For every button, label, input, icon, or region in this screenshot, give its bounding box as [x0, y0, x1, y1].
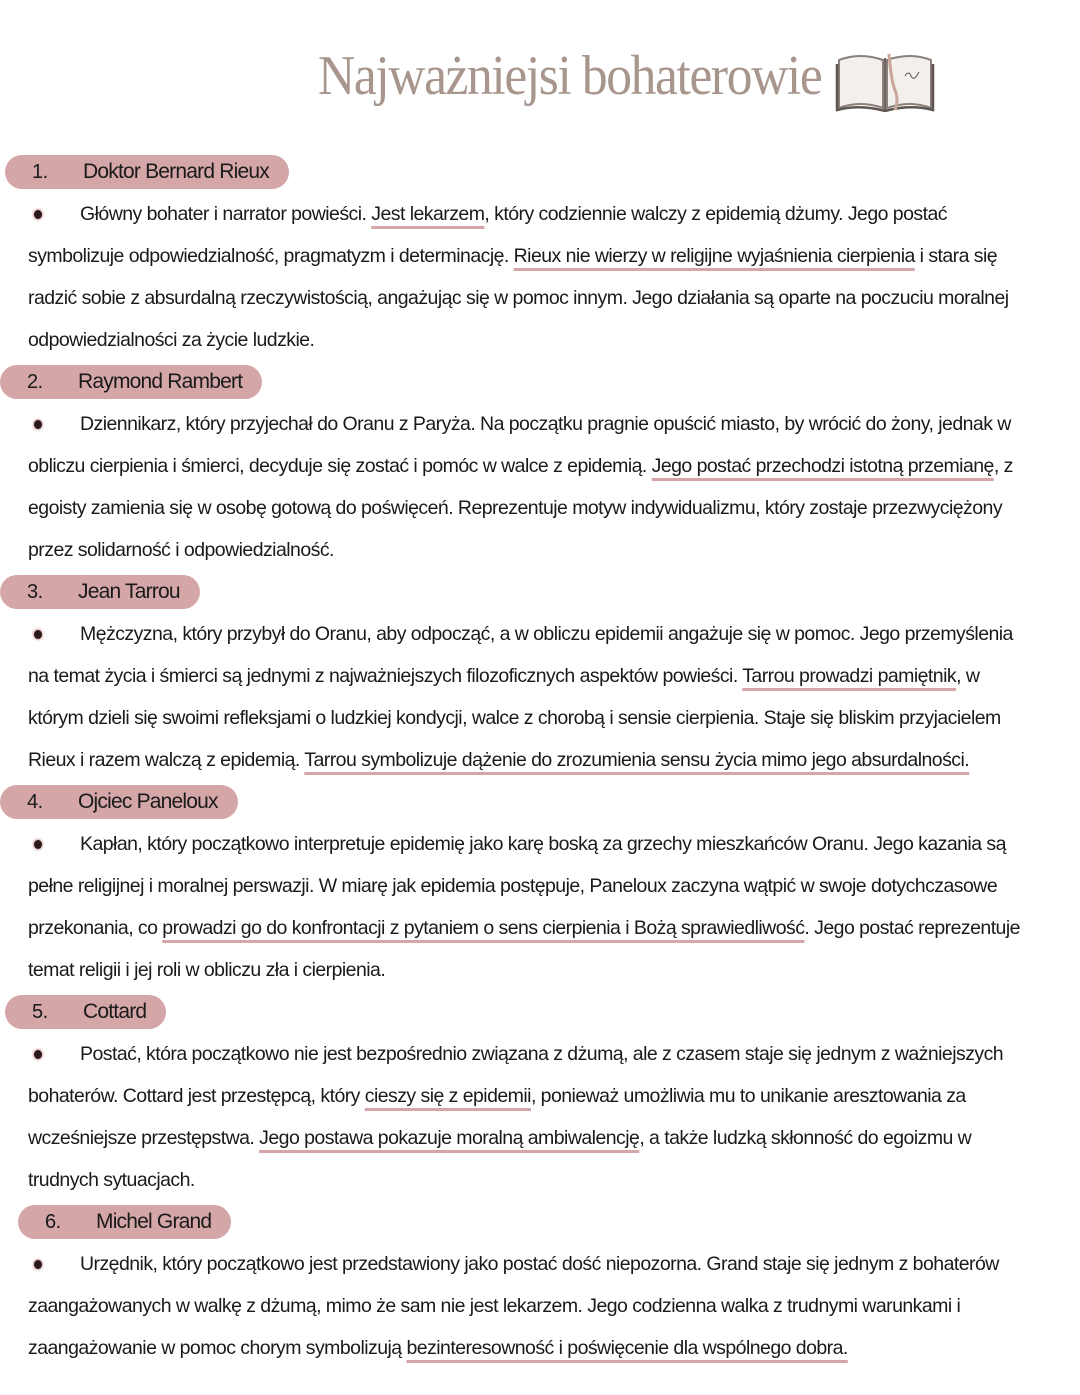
text: przekonania, co [28, 917, 163, 939]
paragraph-line [0, 907, 1080, 949]
highlighted-text: Rieux nie wierzy w religijne wyjaśnienia cierpienia [513, 245, 915, 267]
text: obliczu cierpienia i śmierci, decyduje się zostać i pomóc w walce z epidemią. [28, 455, 652, 477]
paragraph-line [0, 487, 1080, 529]
character-section [0, 781, 1080, 991]
character-heading [0, 571, 1080, 613]
bullet-icon [34, 420, 42, 429]
character-section [0, 1201, 1080, 1369]
character-section [0, 571, 1080, 781]
character-name: Raymond Rambert [78, 370, 243, 393]
text: Główny bohater i narrator powieści. [80, 203, 372, 225]
paragraph-line [0, 277, 1080, 319]
paragraph-line [0, 613, 1080, 655]
text: na temat życia i śmierci są jednymi z najważniejszych filozoficznych aspektów powieści. [28, 665, 743, 687]
text: Dziennikarz, który przyjechał do Oranu z Paryża. Na początku pragnie opuścić miasto, by wrócić do żony, jednak w [80, 413, 1011, 435]
highlighted-text: Jest lekarzem [371, 203, 485, 225]
paragraph-line [0, 235, 1080, 277]
paragraph-line [0, 823, 1080, 865]
paragraph-line [0, 445, 1080, 487]
paragraph-line [0, 1033, 1080, 1075]
paragraph-line [0, 1159, 1080, 1201]
text: . Jego postać reprezentuje [804, 917, 1020, 939]
text: Kapłan, który początkowo interpretuje epidemię jako karę boską za grzechy mieszkańców Oranu. Jego kazania są [80, 833, 1006, 855]
character-heading [0, 361, 1080, 403]
page-title: Najważniejsi bohaterowie [318, 45, 822, 107]
character-name: Ojciec Paneloux [78, 790, 218, 813]
highlighted-text: Jego postać przechodzi istotną przemianę [651, 455, 994, 477]
heading-pill [0, 575, 200, 609]
bullet-icon [34, 840, 42, 849]
text: bohaterów. Cottard jest przestępcą, który [28, 1085, 365, 1107]
text: odpowiedzialności za życie ludzkie. [28, 329, 315, 351]
text: Rieux i razem walczą z epidemią. [28, 749, 305, 771]
paragraph-line [0, 403, 1080, 445]
highlighted-text: prowadzi go do konfrontacji z pytaniem o sens cierpienia i Bożą sprawiedliwość [162, 917, 805, 939]
bullet-icon [34, 1260, 42, 1269]
character-name: Cottard [83, 1000, 147, 1023]
highlighted-text: bezinteresowność i poświęcenie dla wspólnego dobra. [406, 1337, 848, 1359]
text: trudnych sytuacjach. [28, 1169, 195, 1191]
character-heading [0, 1201, 1080, 1243]
paragraph-line [0, 739, 1080, 781]
character-name: Jean Tarrou [78, 580, 180, 603]
page-header [318, 36, 935, 116]
character-heading [0, 781, 1080, 823]
heading-pill [0, 365, 262, 399]
paragraph-line [0, 1243, 1080, 1285]
text: symbolizuje odpowiedzialność, pragmatyzm i determinację. [28, 245, 514, 267]
bullet-icon [34, 630, 42, 639]
character-heading [0, 991, 1080, 1033]
paragraph-line [0, 193, 1080, 235]
bullet-icon [34, 1050, 42, 1059]
paragraph-line [0, 1117, 1080, 1159]
paragraph-line [0, 319, 1080, 361]
paragraph-line [0, 697, 1080, 739]
paragraph-line [0, 1327, 1080, 1369]
character-section [0, 151, 1080, 361]
characters-list [0, 151, 1080, 1369]
text: , ponieważ umożliwia mu to unikanie aresztowania za [530, 1085, 966, 1107]
heading-pill [5, 155, 289, 189]
open-book-icon [835, 50, 935, 112]
heading-pill [5, 995, 166, 1029]
text: zaangażowanych w walkę z dżumą, mimo że sam nie jest lekarzem. Jego codzienna walka z trudnymi warunkami i [28, 1295, 961, 1317]
text: radzić sobie z absurdalną rzeczywistością, angażując się w pomoc innym. Jego działania są oparte na poczuciu moralnej [28, 287, 1009, 309]
bullet-icon [34, 210, 42, 219]
highlighted-text: Tarrou prowadzi pamiętnik [742, 665, 957, 687]
text: pełne religijnej i moralnej perswazji. W miarę jak epidemia postępuje, Paneloux zaczyna wątpić w swoje dotychczasowe [28, 875, 998, 897]
paragraph-line [0, 529, 1080, 571]
heading-pill [0, 785, 238, 819]
paragraph-line [0, 949, 1080, 991]
character-name: Michel Grand [96, 1210, 212, 1233]
heading-number: 3. [27, 580, 43, 603]
text: egoisty zamienia się w osobę gotową do poświęceń. Reprezentuje motyw indywidualizmu, który zostaje przezwyciężony [28, 497, 1003, 519]
heading-pill [18, 1205, 231, 1239]
character-name: Doktor Bernard Rieux [83, 160, 269, 183]
text: , a także ludzką skłonność do egoizmu w [639, 1127, 972, 1149]
text: i stara się [914, 245, 998, 267]
heading-number: 1. [32, 160, 48, 183]
text: , w [956, 665, 980, 687]
paragraph-line [0, 865, 1080, 907]
highlighted-text: Tarrou symbolizuje dążenie do zrozumienia sensu życia mimo jego absurdalności. [304, 749, 970, 771]
highlighted-text: cieszy się z epidemii [364, 1085, 531, 1107]
text: którym dzieli się swoimi refleksjami o ludzkiej kondycji, walce z chorobą i sensie cierpienia. Staje się bliskim przyjacielem [28, 707, 1001, 729]
heading-number: 5. [32, 1000, 48, 1023]
text: , który codziennie walczy z epidemią dżumy. Jego postać [484, 203, 947, 225]
text: , z [993, 455, 1013, 477]
text: Postać, która początkowo nie jest bezpośrednio związana z dżumą, ale z czasem staje się jednym z ważniejszych [80, 1043, 1004, 1065]
text: Urzędnik, który początkowo jest przedstawiony jako postać dość niepozorna. Grand staje się jednym z bohaterów [80, 1253, 999, 1275]
highlighted-text: Jego postawa pokazuje moralną ambiwalencję [259, 1127, 640, 1149]
paragraph-line [0, 1285, 1080, 1327]
character-section [0, 991, 1080, 1201]
text: przez solidarność i odpowiedzialność. [28, 539, 334, 561]
heading-number: 4. [27, 790, 43, 813]
heading-number: 6. [45, 1210, 61, 1233]
paragraph-line [0, 1075, 1080, 1117]
character-heading [0, 151, 1080, 193]
character-section [0, 361, 1080, 571]
text: temat religii i jej roli w obliczu zła i cierpienia. [28, 959, 386, 981]
paragraph-line [0, 655, 1080, 697]
text: wcześniejsze przestępstwa. [28, 1127, 260, 1149]
heading-number: 2. [27, 370, 43, 393]
text: Mężczyzna, który przybył do Oranu, aby odpocząć, a w obliczu epidemii angażuje się w pomoc. Jego przemyślenia [80, 623, 1013, 645]
text: zaangażowanie w pomoc chorym symbolizują [28, 1337, 407, 1359]
